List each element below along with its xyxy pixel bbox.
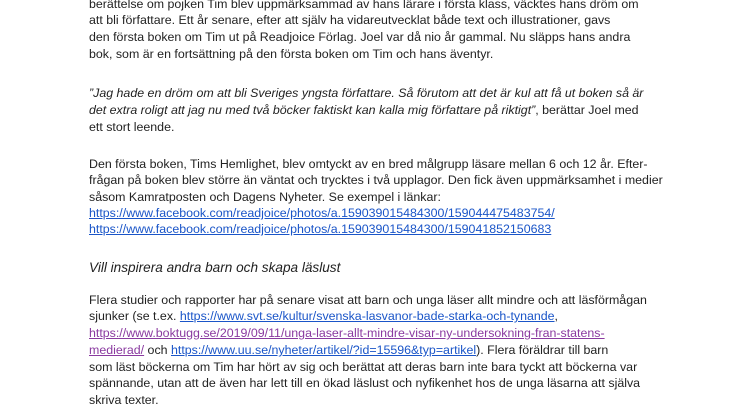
paragraph-1-line-4: bok, som är en fortsättning på den första boken om Tim och hans äventyr. [89,47,494,61]
quote-attribution: , berättar Joel med [535,103,639,117]
svt-link[interactable]: https://www.svt.se/kultur/svenska-lasvanor-bade-starka-och-tynande [179,309,555,323]
paragraph-3-text-continued: ). Flera föräldrar till barn [476,343,609,357]
quote-line-1: ”Jag hade en dröm om att bli Sveriges yngsta författare. Så förutom att det är kul att få ut boken så är [89,86,644,100]
facebook-link-2[interactable]: https://www.facebook.com/readjoice/photos/a.159039015484300/159041852150683 [89,222,552,236]
quote-text: det extra roligt att jag nu med två böcker faktiskt kan kalla mig författare på riktigt” [89,103,536,117]
paragraph-2-line-3: såsom Kamratposten och Dagens Nyheter. Se exempel i länkar: [89,190,441,204]
facebook-link-1[interactable]: https://www.facebook.com/readjoice/photos/a.159039015484300/159044475483754/ [89,206,555,220]
paragraph-1-line-2: att bli författare. Ett år senare, efter att själv ha vidareutvecklat både text och illustrationer, gavs [89,13,611,27]
conjunction: och [144,343,171,357]
boktugg-link[interactable]: https://www.boktugg.se/2019/09/11/unga-laser-allt-mindre-visar-ny-undersokning-fran-statens- [89,326,605,340]
paragraph-3-line-2 [89,309,558,324]
paragraph-2-line-2: frågan på boken blev större än väntat och trycktes i två upplagor. Den fick även uppmärksamhet i medier [89,173,663,187]
paragraph-3-line-3 [89,326,605,341]
uu-link[interactable]: https://www.uu.se/nyheter/artikel/?id=15596&typ=artikel [170,343,477,357]
paragraph-2-line-1: Den första boken, Tims Hemlighet, blev omtyckt av en bred målgrupp läsare mellan 6 och 12 år. Efter- [89,157,648,171]
paragraph-1-line-3: den första boken om Tim ut på Readjoice Förlag. Joel var då nio år gammal. Nu släpps hans andra [89,30,631,44]
quote-line-2 [89,103,639,118]
paragraph-3-line-1: Flera studier och rapporter har på senare visat att barn och unga läser allt mindre och att läsförmågan [89,293,647,307]
boktugg-link-continued[interactable]: medierad/ [89,343,145,357]
quote-line-3: ett stort leende. [89,120,175,134]
paragraph-1-line-1: berättelse om pojken Tim blev uppmärksammad av hans lärare i första klass, väcktes hans dröm om [89,0,639,11]
facebook-link-1-line [89,206,555,221]
paragraph-3-line-7: skriva texter. [89,393,159,407]
section-heading: Vill inspirera andra barn och skapa läslust [89,260,341,275]
paragraph-3-line-6: spännande, utan att de även har lett till en ökad läslust och nyfikenhet hos de unga läsarna att själva [89,376,641,390]
paragraph-3-line-4 [89,343,608,358]
comma: , [554,309,558,323]
paragraph-3-text: sjunker (se t.ex. [89,309,180,323]
facebook-link-2-line [89,222,551,237]
paragraph-3-line-5: som läst böckerna om Tim har hört av sig och berättat att deras barn inte bara tyckt att böckerna var [89,360,638,374]
